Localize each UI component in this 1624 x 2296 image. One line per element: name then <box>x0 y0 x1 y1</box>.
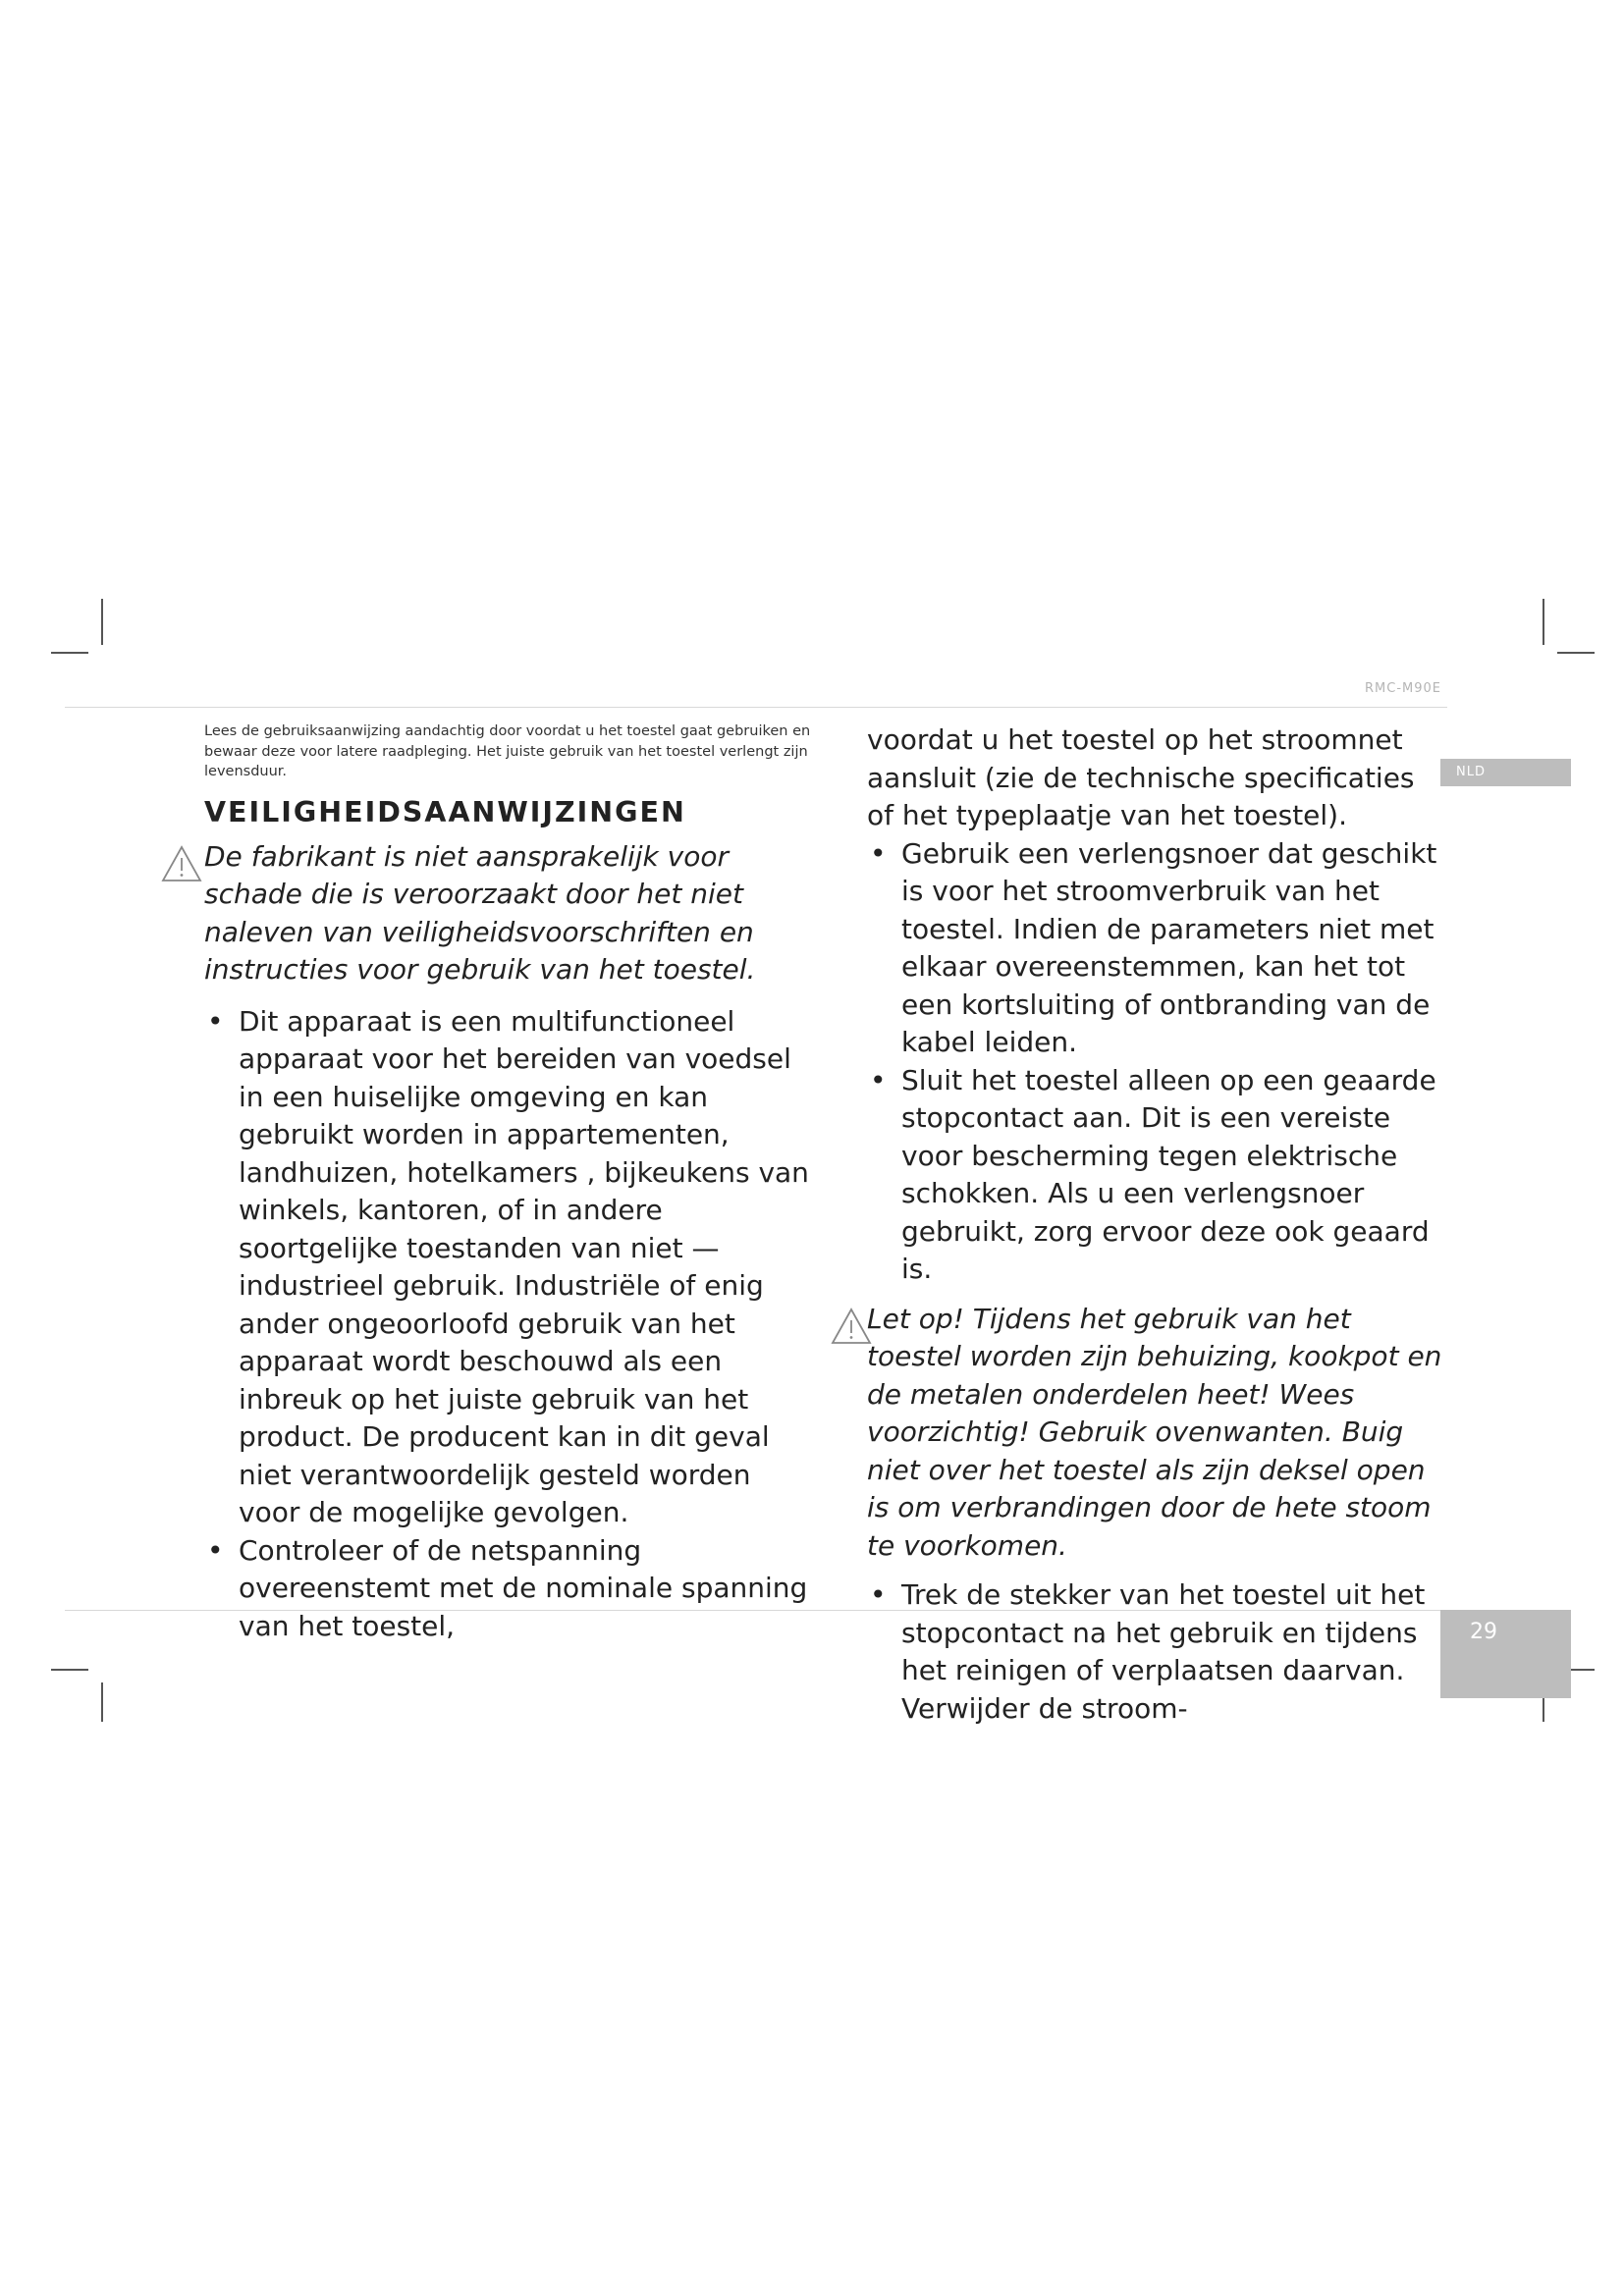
crop-mark <box>1543 599 1544 645</box>
list-item-text: Sluit het toestel alleen op een geaarde stopcontact aan. Dit is een vereiste voor bescherming tegen elektrische schokken. Als u een verlengsnoer gebruikt, zorg ervoor deze ook geaard is. <box>901 1063 1436 1285</box>
list-item-text: Dit apparaat is een multifunctioneel apparaat voor het bereiden van voedsel in een huiselijke omgeving en kan gebruikt worden in appartementen, landhuizen, hotelkamers , bijkeukens van winkels, kantoren, of in andere soortgelijke toestanden van niet — industrieel gebruik. Industriële of enig ander ongeoorloofd gebruik van het apparaat wordt beschouwd als een inbreuk op het juiste gebruik van het product. De producent kan in dit geval niet verantwoordelijk gesteld worden voor de mogelijke gevolgen. <box>239 1004 809 1528</box>
warning-text: De fabrikant is niet aansprakelijk voor schade die is veroorzaakt door het niet naleven van veiligheidsvoorschriften en instructies voor gebruik van het toestel. <box>204 839 756 986</box>
bullet-dot: • <box>870 1063 887 1096</box>
list-item-text: Gebruik een verlengsnoer dat geschikt is voor het stroomverbruik van het toestel. Indien de parameters niet met elkaar overeenstemmen, kan het tot een kortsluiting of ontbranding van de kabel leiden. <box>901 836 1437 1058</box>
list-item <box>204 1003 813 1532</box>
list-item <box>867 1062 1448 1289</box>
warning-block <box>204 838 813 989</box>
bullet-dot: • <box>207 1533 224 1567</box>
model-number: RMC-M90E <box>1365 681 1441 696</box>
list-item <box>867 835 1448 1062</box>
section-heading: VEILIGHEIDSAANWIJZINGEN <box>204 795 686 828</box>
warning-triangle-icon <box>160 844 203 883</box>
left-column <box>204 721 813 1645</box>
right-column <box>867 721 1448 1728</box>
list-item-text: Trek de stekker van het toestel uit het stopcontact na het gebruik en tijdens het reinigen of verplaatsen daarvan. Verwijder de stroom- <box>901 1578 1426 1725</box>
page-number: 29 <box>1440 1610 1571 1698</box>
warning-text: Let op! Tijdens het gebruik van het toestel worden zijn behuizing, kookpot en de metalen onderdelen heet! Wees voorzichtig! Gebruik ovenwanten. Buig niet over het toestel als zijn deksel open is om verbrandingen door de hete stoom te voorkomen. <box>867 1302 1442 1562</box>
list-item <box>204 1532 813 1646</box>
bullet-dot: • <box>207 1004 224 1038</box>
intro-text: Lees de gebruiksaanwijzing aandachtig door voordat u het toestel gaat gebruiken en bewaar deze voor latere raadpleging. Het juiste gebruik van het toestel verlengt zijn levensduur. <box>204 723 811 779</box>
language-tab: NLD <box>1440 759 1571 786</box>
continuation-text: voordat u het toestel op het stroomnet aansluit (zie de technische specificaties of het typeplaatje van het toestel). <box>867 723 1415 831</box>
crop-mark <box>51 652 88 654</box>
bullet-dot: • <box>870 1578 887 1611</box>
crop-mark <box>101 599 103 645</box>
warning-block <box>867 1301 1448 1566</box>
warning-triangle-icon <box>830 1307 873 1346</box>
crop-mark <box>101 1682 103 1722</box>
header-rule <box>65 707 1447 708</box>
crop-mark <box>51 1669 88 1671</box>
list-item-text: Controleer of de netspanning overeenstemt met de nominale spanning van het toestel, <box>239 1533 808 1642</box>
list-item <box>867 1576 1448 1728</box>
crop-mark <box>1557 652 1595 654</box>
bullet-dot: • <box>870 836 887 870</box>
